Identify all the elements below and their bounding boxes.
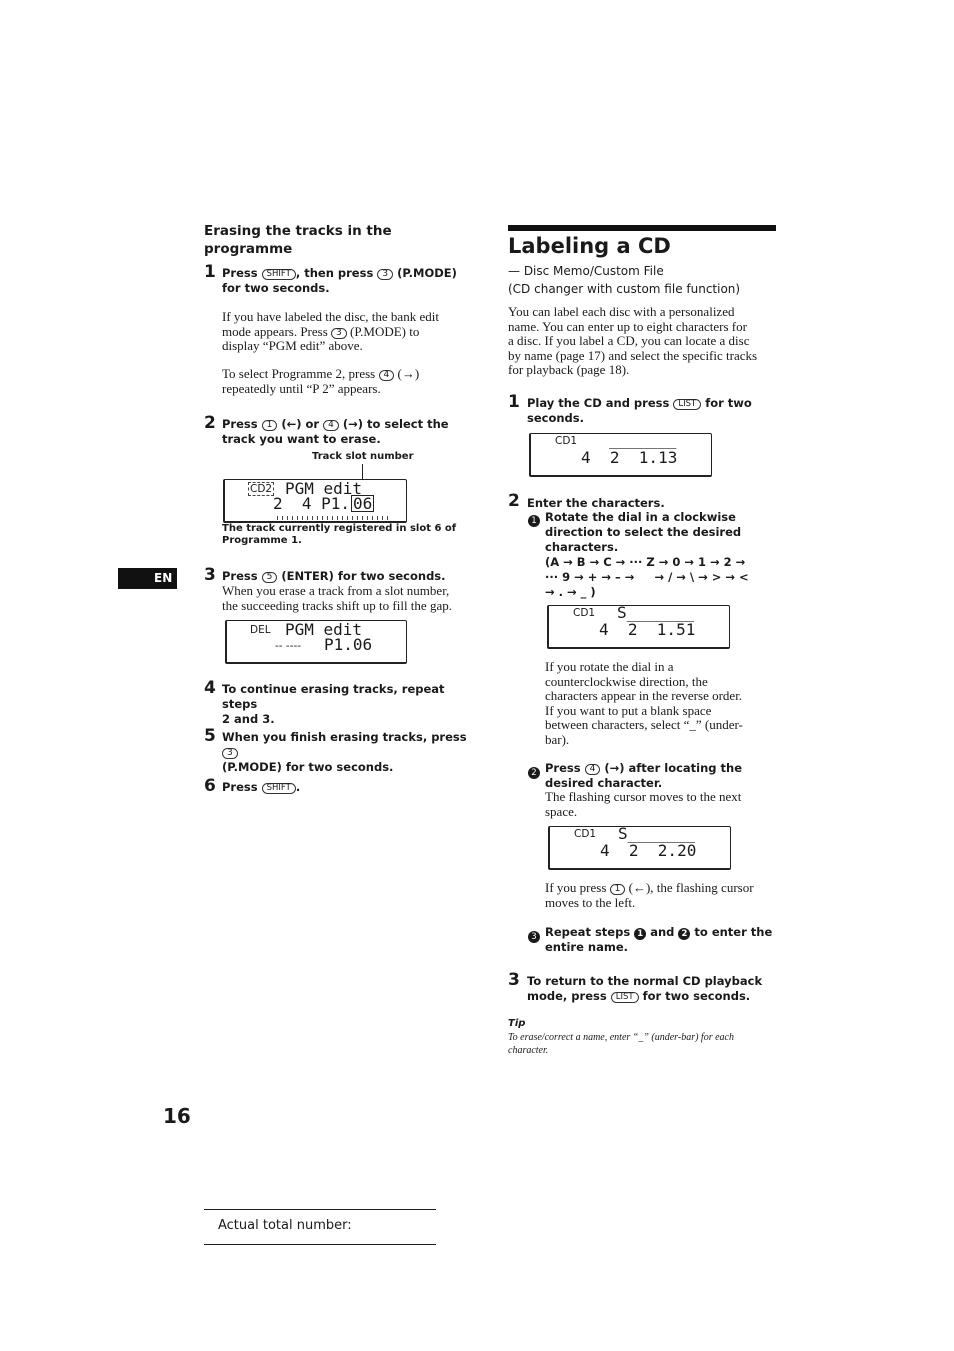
step-number: 4 [204, 678, 216, 698]
lcd-display [548, 826, 731, 870]
lcd-display [529, 430, 712, 477]
lcd-bottom: 2 4 P1. [273, 494, 351, 513]
lcd-bottom: 4 2 1.51 [599, 620, 696, 639]
step-instruction: Press SHIFT , then press 3 (P.MODE) for two seconds. [222, 266, 457, 295]
lcd-display [547, 605, 730, 649]
lcd-top: _______ [609, 430, 677, 449]
shift-key: SHIFT [262, 269, 296, 280]
intro-paragraph: You can label each disc with a personalized name. You can enter up to eight characters for a disc. If you label a CD, you can locate a disc by name (page 17) and select the specific tracks for playback (page 18). [508, 304, 758, 378]
tip-text: To erase/correct a name, enter “_” (under-bar) for each character. [508, 1032, 734, 1056]
step-instruction: When you finish erasing tracks, press 3 (P.MODE) for two seconds. [222, 730, 467, 774]
key-4: 4 [585, 764, 601, 775]
key-4: 4 [323, 420, 339, 431]
lcd-tick-marks [277, 516, 388, 520]
substep-instruction: Rotate the dial in a clockwise direction to select the desired characters. (A → B → C → ··· Z → 0 → 1 → 2 → ··· 9 → + → – → → / → \ → > → < → . → _ ) [545, 510, 749, 599]
shift-key: SHIFT [262, 783, 296, 794]
step-instruction: Play the CD and press LIST for two seconds. [527, 396, 752, 425]
lcd-bottom-dashes: -- ---- [275, 640, 302, 652]
substep-marker: 3 [528, 926, 540, 944]
lcd-top: PGM edit [285, 479, 363, 498]
section-heading-erasing: Erasing the tracks in the programme [204, 223, 392, 257]
step-instruction: Press SHIFT . [222, 780, 301, 794]
language-tab [118, 568, 177, 589]
key-3: 3 [222, 748, 238, 759]
lcd-bottom: P1.06 [324, 635, 373, 654]
step-note: When you erase a track from a slot number, the succeeding tracks shift up to fill the gap. [222, 583, 452, 613]
substep-note: If you rotate the dial in a counterclockwise direction, the characters appear in the reverse order. If you want to put a blank space between characters, select “_” (under- bar). [545, 659, 743, 747]
step-number: 5 [204, 726, 216, 746]
step-instruction: Press 1 (←) or 4 (→) to select the track you want to erase. [222, 417, 449, 446]
step-number: 3 [204, 565, 216, 585]
step-number: 1 [508, 392, 520, 412]
lcd-slot: 06 [353, 494, 373, 513]
step-number: 6 [204, 776, 216, 796]
lcd-display [223, 479, 407, 523]
page-subtitle: — Disc Memo/Custom File (CD changer with custom file function) [508, 264, 741, 296]
list-key: LIST [611, 992, 639, 1003]
lcd-tag: CD1 [573, 607, 596, 619]
step-number: 3 [508, 970, 520, 990]
step-note: If you have labeled the disc, the bank edit mode appears. Press 3 (P.MODE) to display “PGM edit” above. [222, 309, 439, 354]
lcd-tag: CD1 [555, 435, 578, 447]
key-1: 1 [262, 420, 278, 431]
step-instruction: To return to the normal CD playback mode, press LIST for two seconds. [527, 974, 763, 1003]
step-number: 1 [204, 262, 216, 282]
list-key: LIST [673, 399, 701, 410]
key-5: 5 [262, 572, 278, 583]
key-3: 3 [377, 269, 393, 280]
lcd-display [225, 620, 407, 664]
substep-marker: 1 [528, 510, 540, 528]
substep-note: The flashing cursor moves to the next space. [545, 789, 742, 819]
lcd-bottom: 4 2 2.20 [600, 841, 697, 860]
lcd-top: S_______ [617, 603, 695, 622]
page-title: Labeling a CD [508, 234, 671, 258]
step-number: 2 [204, 413, 216, 433]
lcd-tag: CD1 [574, 828, 597, 840]
substep-marker: 2 [528, 762, 540, 780]
page-number: 16 [163, 1104, 191, 1128]
lcd-top: PGM edit [285, 620, 363, 639]
title-rule [508, 225, 776, 231]
step-number: 2 [508, 491, 520, 511]
language-tab-label: EN [154, 571, 173, 585]
footer-rule-bottom [204, 1244, 436, 1245]
tip-label: Tip [508, 1018, 526, 1029]
lcd-tag: DEL [250, 624, 271, 636]
lcd-tag: CD2 [250, 483, 273, 495]
lcd-top: S_______ [618, 824, 696, 843]
lcd-bottom: 4 2 1.13 [581, 448, 678, 467]
footer-label: Actual total number: [218, 1218, 352, 1233]
step-instruction: To continue erasing tracks, repeat steps 2 and 3. [222, 682, 445, 726]
display-caption: The track currently registered in slot 6 of Programme 1. [222, 523, 457, 546]
footer-rule-top [204, 1209, 436, 1210]
callout-label: Track slot number [312, 451, 414, 462]
step-instruction: Press 5 (ENTER) for two seconds. [222, 569, 446, 583]
substep-instruction: Press 4 (→) after locating the desired character. [545, 761, 743, 790]
step-note: To select Programme 2, press 4 (→) repeatedly until “P 2” appears. [222, 366, 420, 396]
key-1: 1 [610, 884, 626, 895]
key-3: 3 [331, 328, 347, 339]
step-instruction: Enter the characters. [527, 496, 665, 510]
key-4: 4 [379, 370, 395, 381]
substep-note: If you press 1 (←), the flashing cursor moves to the left. [545, 880, 754, 910]
substep-instruction: Repeat steps 1 and 2 to enter the entire name. [545, 925, 773, 954]
